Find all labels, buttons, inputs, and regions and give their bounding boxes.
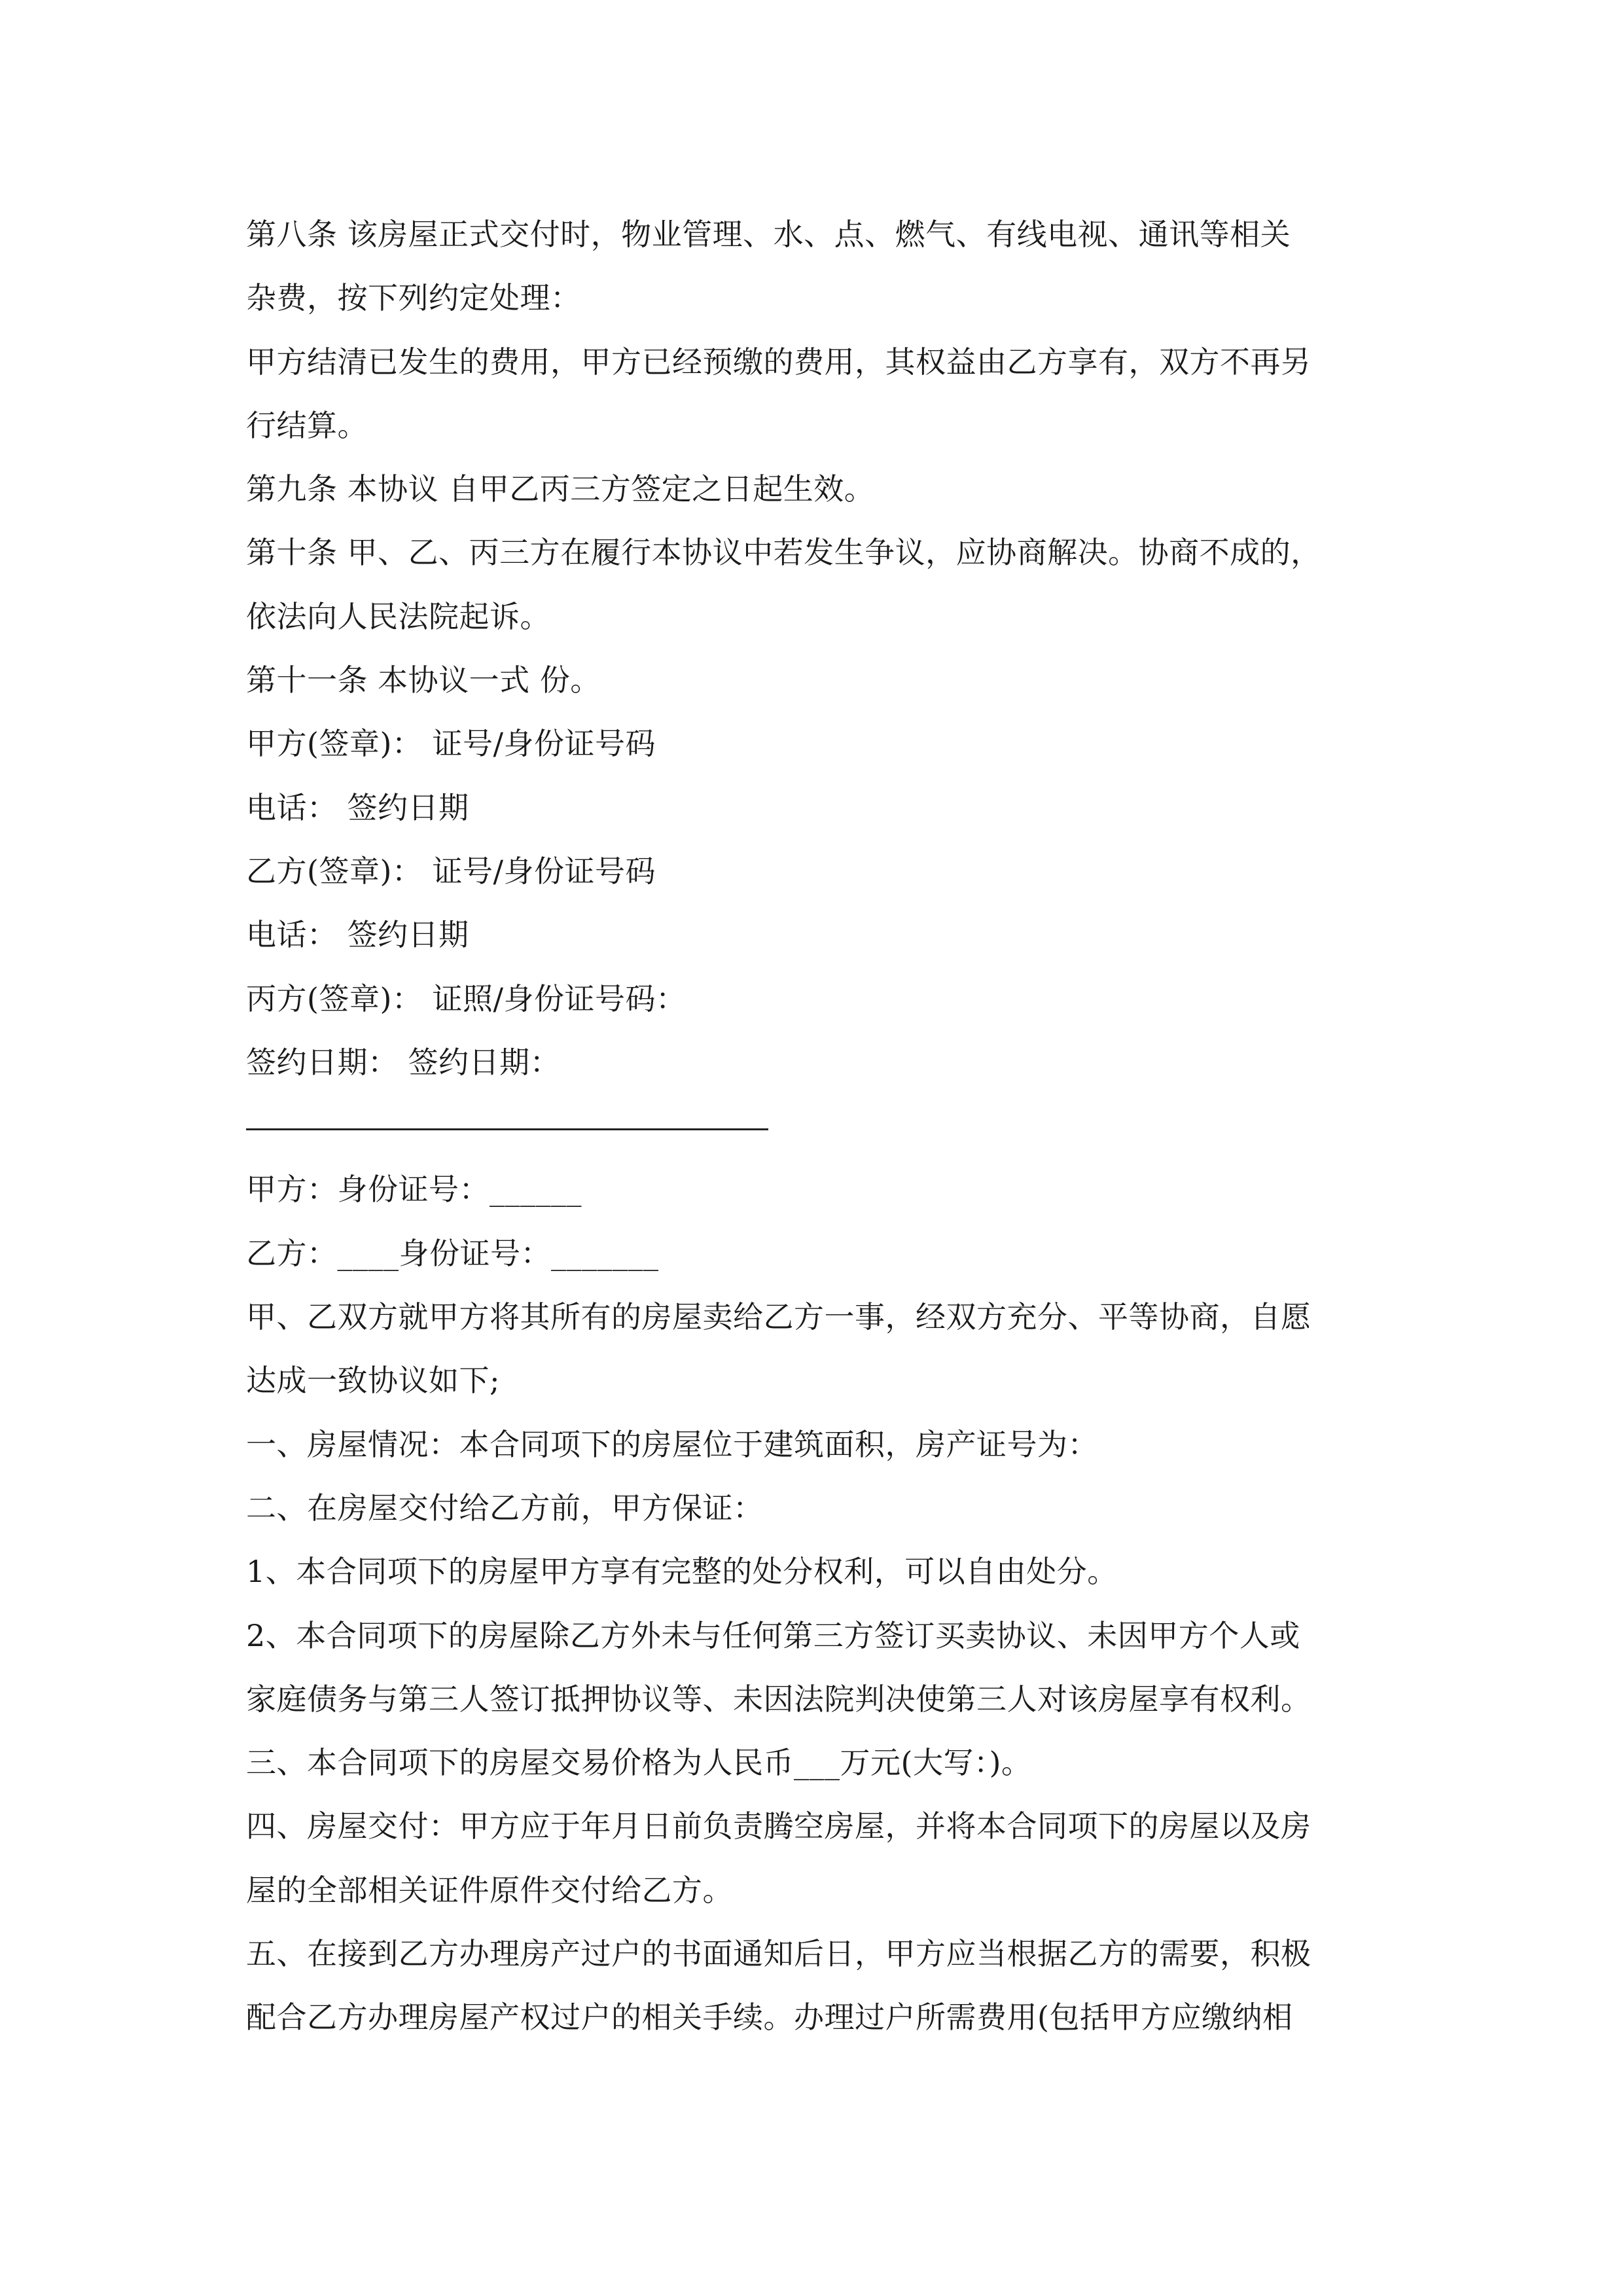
article-11-line: 第十一条 本协议一式 份。 (246, 662, 601, 698)
preamble-line-1: 甲、乙双方就甲方将其所有的房屋卖给乙方一事，经双方充分、平等协商，自愿 (246, 1299, 1311, 1335)
clause-2-item-2-line-1: 2、本合同项下的房屋除乙方外未与任何第三方签订买卖协议、未因甲方个人或 (246, 1617, 1300, 1653)
clause-4-line-1: 四、房屋交付：甲方应于年月日前负责腾空房屋，并将本合同项下的房屋以及房 (246, 1808, 1311, 1844)
article-9-line: 第九条 本协议 自甲乙丙三方签定之日起生效。 (246, 471, 875, 507)
clause-1-line: 一、房屋情况：本合同项下的房屋位于建筑面积，房产证号为： (246, 1426, 1098, 1462)
clause-4-line-2: 屋的全部相关证件原件交付给乙方。 (246, 1872, 733, 1908)
party-a-signature-line: 甲方(签章)： 证号/身份证号码 (246, 726, 656, 762)
party-a-id-line: 甲方：身份证号：______ (246, 1172, 582, 1208)
party-a-phone-line: 电话： 签约日期 (246, 789, 469, 825)
clause-2-item-2-line-2: 家庭债务与第三人签订抵押协议等、未因法院判决使第三人对该房屋享有权利。 (246, 1681, 1311, 1717)
section-divider (246, 1094, 1385, 1158)
divider-line (246, 1128, 768, 1130)
signing-date-line: 签约日期： 签约日期： (246, 1044, 561, 1080)
clause-2-item-1-line: 1、本合同项下的房屋甲方享有完整的处分权利，可以自由处分。 (246, 1554, 1118, 1590)
article-8-line-4: 行结算。 (246, 407, 368, 443)
document-body (246, 203, 1385, 2050)
clause-2-line: 二、在房屋交付给乙方前，甲方保证： (246, 1490, 764, 1526)
article-10-line-2: 依法向人民法院起诉。 (246, 598, 550, 634)
article-8-line-1: 第八条 该房屋正式交付时，物业管理、水、点、燃气、有线电视、通讯等相关 (246, 217, 1291, 252)
article-8-line-3: 甲方结清已发生的费用，甲方已经预缴的费用，其权益由乙方享有，双方不再另 (246, 344, 1311, 380)
party-b-phone-line: 电话： 签约日期 (246, 917, 469, 953)
party-b-id-line: 乙方：____身份证号：_______ (246, 1235, 659, 1271)
preamble-line-2: 达成一致协议如下; (246, 1363, 500, 1399)
article-8-line-2: 杂费，按下列约定处理： (246, 280, 581, 316)
clause-3-line: 三、本合同项下的房屋交易价格为人民币___万元(大写：)。 (246, 1745, 1032, 1781)
party-c-signature-line: 丙方(签章)： 证照/身份证号码： (246, 980, 687, 1016)
party-b-signature-line: 乙方(签章)： 证号/身份证号码 (246, 853, 656, 889)
article-10-line-1: 第十条 甲、乙、丙三方在履行本协议中若发生争议，应协商解决。协商不成的， (246, 535, 1321, 571)
clause-5-line-1: 五、在接到乙方办理房产过户的书面通知后日，甲方应当根据乙方的需要，积极 (246, 1936, 1311, 1972)
clause-5-line-2: 配合乙方办理房屋产权过户的相关手续。办理过户所需费用(包括甲方应缴纳相 (246, 2000, 1293, 2036)
